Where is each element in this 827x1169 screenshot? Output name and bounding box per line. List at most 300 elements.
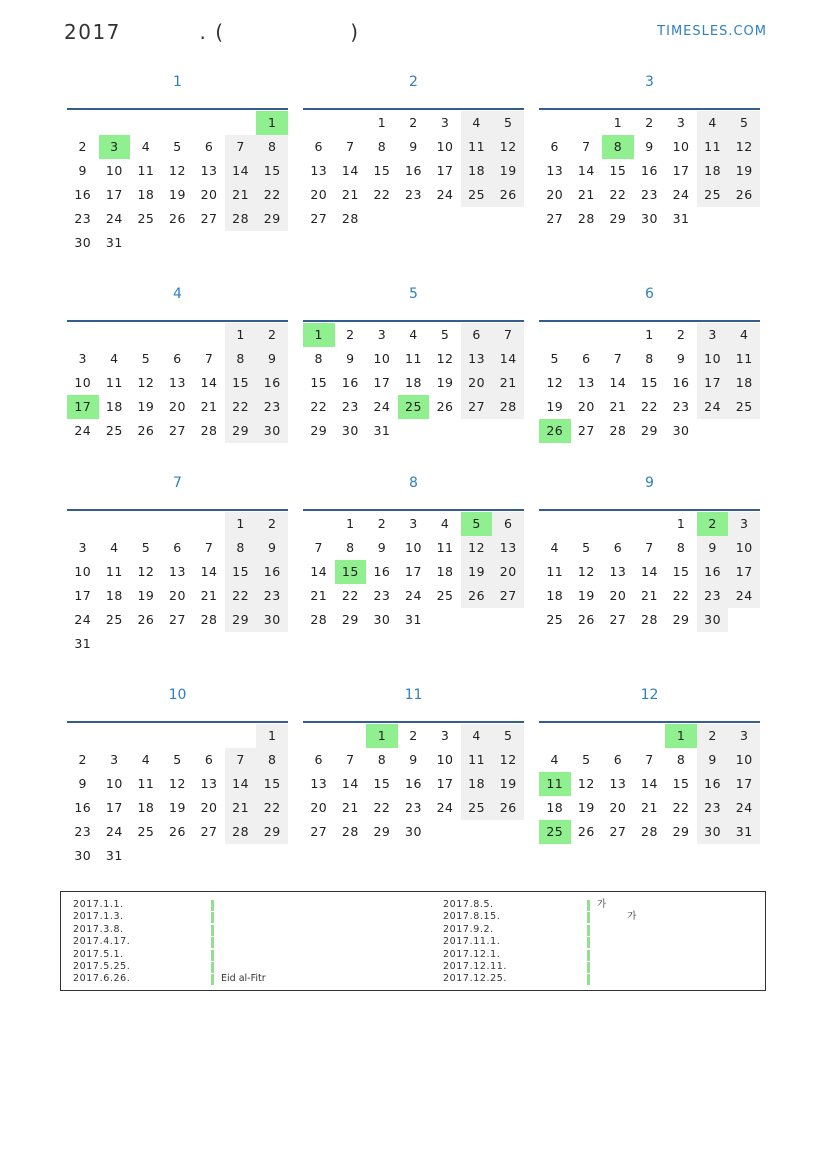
day-cell: 7 — [645, 752, 654, 767]
day-cell: 5 — [582, 540, 591, 555]
holiday-date: 2017.1.1. — [73, 899, 124, 910]
day-cell: 14 — [341, 776, 359, 791]
holiday-date: 2017.12.1. — [443, 948, 501, 960]
month-name: 5 — [409, 286, 418, 302]
day-cell: 11 — [461, 748, 493, 772]
day-cell: 22 — [373, 187, 391, 202]
month-divider — [67, 108, 288, 110]
day-cell: 19 — [577, 800, 595, 815]
day-cell: 7 — [613, 351, 623, 366]
holiday-marker — [587, 925, 590, 936]
day-cell: 18 — [728, 371, 760, 395]
day-cell: 8 — [377, 752, 387, 767]
day-cell: 30 — [74, 235, 92, 250]
day-cell: 23 — [373, 588, 391, 603]
day-cell: 6 — [173, 540, 182, 555]
day-cell: 11 — [105, 564, 123, 579]
day-cell: 3 — [728, 724, 760, 748]
day-cell: 6 — [613, 752, 623, 767]
day-cell: 4 — [728, 323, 760, 347]
holiday-date: 2017.12.11. — [443, 960, 508, 972]
day-cell: 22 — [256, 183, 288, 207]
day-cell: 9 — [256, 347, 288, 371]
day-cell: 24 — [728, 796, 760, 820]
day-cell: 16 — [341, 375, 359, 390]
day-cell: 31 — [373, 423, 391, 438]
day-cell: 9 — [645, 139, 654, 154]
day-cell: 17 — [105, 800, 123, 815]
day-cell: 3 — [110, 752, 119, 767]
day-cell: 2 — [78, 752, 87, 767]
holiday-marker — [587, 962, 590, 973]
holiday-marker — [587, 900, 590, 911]
day-cell: 17 — [728, 772, 760, 796]
day-cell: 18 — [461, 772, 493, 796]
day-cell: 2 — [676, 327, 686, 342]
day-cell: 17 — [436, 776, 454, 791]
month-name: 9 — [645, 475, 654, 491]
day-cell: 11 — [546, 564, 564, 579]
day-cell: 28 — [225, 820, 257, 844]
day-cell: 18 — [137, 800, 155, 815]
day-cell: 20 — [169, 588, 186, 603]
holiday-day-cell: 5 — [461, 512, 493, 536]
day-cell: 25 — [728, 395, 760, 419]
day-cell: 25 — [546, 612, 564, 627]
day-cell: 22 — [225, 584, 257, 608]
month-divider — [67, 320, 288, 322]
day-cell: 12 — [137, 564, 155, 579]
day-cell: 13 — [310, 163, 328, 178]
day-cell: 26 — [169, 211, 186, 226]
day-cell: 8 — [225, 536, 257, 560]
day-cell: 27 — [310, 824, 328, 839]
day-cell: 29 — [256, 207, 288, 231]
day-cell: 20 — [577, 399, 595, 414]
holiday-day-cell: 17 — [67, 395, 99, 419]
day-cell: 5 — [141, 351, 151, 366]
day-cell: 25 — [436, 588, 454, 603]
day-cell: 11 — [105, 375, 123, 390]
day-cell: 24 — [672, 187, 690, 202]
day-cell: 7 — [225, 748, 257, 772]
day-cell: 15 — [310, 375, 328, 390]
holiday-marker — [211, 962, 214, 973]
day-cell: 13 — [546, 163, 564, 178]
day-cell: 31 — [74, 636, 92, 651]
day-cell: 22 — [256, 796, 288, 820]
day-cell: 17 — [405, 564, 422, 579]
day-cell: 25 — [105, 423, 123, 438]
brand-link[interactable]: TIMESLES.COM — [657, 24, 767, 39]
day-cell: 30 — [641, 211, 658, 226]
holiday-date: 2017.11.1. — [443, 936, 501, 948]
holiday-day-cell: 1 — [303, 323, 335, 347]
day-cell: 16 — [74, 187, 92, 202]
day-cell: 16 — [697, 772, 729, 796]
day-cell: 9 — [676, 351, 686, 366]
day-cell: 19 — [169, 187, 186, 202]
day-cell: 4 — [697, 111, 729, 135]
day-cell: 12 — [137, 375, 155, 390]
day-cell: 13 — [200, 776, 218, 791]
day-cell: 12 — [461, 536, 493, 560]
day-cell: 18 — [546, 800, 564, 815]
day-cell: 29 — [341, 612, 359, 627]
month-name: 8 — [409, 475, 418, 491]
holiday-marker — [211, 925, 214, 936]
holiday-date: 2017.5.1. — [73, 948, 124, 960]
day-cell: 8 — [676, 540, 686, 555]
day-cell: 9 — [78, 776, 87, 791]
day-cell: 18 — [105, 399, 123, 414]
day-cell: 9 — [409, 139, 418, 154]
day-cell: 8 — [256, 748, 288, 772]
holiday-marker — [211, 912, 214, 923]
day-cell: 3 — [440, 115, 450, 130]
day-cell: 25 — [461, 796, 493, 820]
day-cell: 14 — [641, 776, 658, 791]
month-name: 7 — [173, 475, 182, 491]
day-cell: 27 — [609, 824, 627, 839]
day-cell: 27 — [492, 584, 524, 608]
day-cell: 3 — [377, 327, 387, 342]
day-cell: 15 — [373, 163, 391, 178]
day-cell: 28 — [200, 612, 218, 627]
day-cell: 19 — [169, 800, 186, 815]
day-cell: 28 — [310, 612, 328, 627]
day-cell: 5 — [173, 752, 182, 767]
holiday-marker — [587, 912, 590, 923]
day-cell: 15 — [225, 560, 257, 584]
day-cell: 4 — [110, 540, 119, 555]
day-cell: 9 — [697, 748, 729, 772]
day-cell: 1 — [645, 327, 654, 342]
day-cell: 21 — [200, 399, 218, 414]
day-cell: 14 — [200, 375, 218, 390]
day-cell: 17 — [672, 163, 690, 178]
day-cell: 16 — [74, 800, 92, 815]
day-cell: 4 — [461, 111, 493, 135]
day-cell: 20 — [546, 187, 564, 202]
day-cell: 4 — [461, 724, 493, 748]
month-divider — [303, 108, 524, 110]
day-cell: 10 — [697, 347, 729, 371]
day-cell: 13 — [310, 776, 328, 791]
day-cell: 3 — [728, 512, 760, 536]
day-cell: 24 — [105, 211, 123, 226]
day-cell: 26 — [577, 824, 595, 839]
day-cell: 3 — [676, 115, 686, 130]
month-name: 4 — [173, 286, 182, 302]
day-cell: 19 — [137, 399, 155, 414]
day-cell: 13 — [461, 347, 493, 371]
day-cell: 24 — [105, 824, 123, 839]
day-cell: 29 — [641, 423, 658, 438]
day-cell: 27 — [577, 423, 595, 438]
day-cell: 22 — [373, 800, 391, 815]
day-cell: 6 — [492, 512, 524, 536]
day-cell: 30 — [697, 608, 729, 632]
day-cell: 14 — [225, 772, 257, 796]
holiday-marker — [587, 937, 590, 948]
day-cell: 6 — [550, 139, 559, 154]
day-cell: 4 — [440, 516, 450, 531]
day-cell: 5 — [492, 111, 524, 135]
holiday-date: 2017.8.5. — [443, 899, 494, 910]
holiday-date: 2017.4.17. — [73, 936, 131, 948]
day-cell: 8 — [256, 135, 288, 159]
holiday-day-cell: 2 — [697, 512, 729, 536]
day-cell: 23 — [405, 800, 422, 815]
day-cell: 1 — [346, 516, 355, 531]
day-cell: 9 — [256, 536, 288, 560]
day-cell: 16 — [256, 371, 288, 395]
day-cell: 24 — [728, 584, 760, 608]
month-divider — [539, 721, 760, 723]
day-cell: 28 — [492, 395, 524, 419]
day-cell: 2 — [409, 728, 418, 743]
day-cell: 31 — [672, 211, 690, 226]
day-cell: 12 — [728, 135, 760, 159]
day-cell: 2 — [256, 323, 288, 347]
day-cell: 8 — [676, 752, 686, 767]
day-cell: 7 — [492, 323, 524, 347]
day-cell: 29 — [225, 608, 257, 632]
day-cell: 12 — [169, 163, 186, 178]
day-cell: 18 — [436, 564, 454, 579]
day-cell: 23 — [341, 399, 359, 414]
holiday-date: 2017.5.25. — [73, 960, 131, 972]
day-cell: 12 — [436, 351, 454, 366]
day-cell: 2 — [645, 115, 654, 130]
day-cell: 16 — [405, 776, 422, 791]
day-cell: 11 — [728, 347, 760, 371]
holiday-day-cell: 3 — [99, 135, 131, 159]
day-cell: 26 — [461, 584, 493, 608]
day-cell: 23 — [672, 399, 690, 414]
day-cell: 25 — [697, 183, 729, 207]
day-cell: 20 — [492, 560, 524, 584]
month-divider — [303, 721, 524, 723]
month-name: 10 — [168, 687, 187, 703]
day-cell: 12 — [546, 375, 564, 390]
day-cell: 17 — [728, 560, 760, 584]
month-divider — [303, 320, 524, 322]
day-cell: 31 — [105, 848, 123, 863]
day-cell: 2 — [78, 139, 87, 154]
day-cell: 12 — [577, 564, 595, 579]
day-cell: 24 — [74, 423, 92, 438]
day-cell: 23 — [641, 187, 658, 202]
day-cell: 16 — [672, 375, 690, 390]
day-cell: 16 — [373, 564, 391, 579]
holiday-name: Eid al-Fitr — [221, 973, 266, 985]
day-cell: 21 — [200, 588, 218, 603]
day-cell: 11 — [461, 135, 493, 159]
day-cell: 30 — [373, 612, 391, 627]
holiday-date: 2017.3.8. — [73, 923, 124, 935]
day-cell: 23 — [697, 796, 729, 820]
day-cell: 26 — [137, 423, 155, 438]
day-cell: 20 — [310, 800, 328, 815]
holiday-marker — [587, 950, 590, 961]
day-cell: 1 — [377, 115, 387, 130]
day-cell: 9 — [78, 163, 87, 178]
day-cell: 2 — [346, 327, 355, 342]
day-cell: 28 — [341, 211, 359, 226]
day-cell: 30 — [697, 820, 729, 844]
holiday-name: 가 — [597, 899, 607, 910]
day-cell: 19 — [546, 399, 564, 414]
day-cell: 10 — [728, 748, 760, 772]
day-cell: 20 — [200, 800, 218, 815]
day-cell: 19 — [492, 772, 524, 796]
day-cell: 7 — [204, 351, 214, 366]
day-cell: 6 — [204, 139, 214, 154]
day-cell: 4 — [550, 540, 559, 555]
day-cell: 26 — [577, 612, 595, 627]
day-cell: 15 — [672, 564, 690, 579]
day-cell: 4 — [110, 351, 119, 366]
day-cell: 13 — [609, 564, 627, 579]
day-cell: 2 — [697, 724, 729, 748]
holiday-marker — [211, 900, 214, 911]
day-cell: 30 — [405, 824, 422, 839]
day-cell: 3 — [409, 516, 418, 531]
day-cell: 15 — [672, 776, 690, 791]
day-cell: 4 — [550, 752, 559, 767]
day-cell: 7 — [582, 139, 591, 154]
day-cell: 2 — [377, 516, 387, 531]
holiday-name: 가 — [597, 911, 637, 923]
month-divider — [539, 108, 760, 110]
day-cell: 21 — [341, 187, 359, 202]
day-cell: 23 — [405, 187, 422, 202]
day-cell: 21 — [341, 800, 359, 815]
day-cell: 19 — [436, 375, 454, 390]
day-cell: 17 — [436, 163, 454, 178]
day-cell: 8 — [645, 351, 654, 366]
day-cell: 13 — [577, 375, 595, 390]
day-cell: 10 — [436, 752, 454, 767]
day-cell: 10 — [436, 139, 454, 154]
day-cell: 30 — [672, 423, 690, 438]
day-cell: 11 — [137, 776, 155, 791]
month-name: 6 — [645, 286, 654, 302]
day-cell: 5 — [728, 111, 760, 135]
day-cell: 20 — [609, 588, 627, 603]
day-cell: 24 — [405, 588, 422, 603]
day-cell: 18 — [546, 588, 564, 603]
day-cell: 24 — [373, 399, 391, 414]
day-cell: 15 — [609, 163, 627, 178]
day-cell: 10 — [405, 540, 422, 555]
day-cell: 28 — [641, 612, 658, 627]
day-cell: 1 — [613, 115, 623, 130]
day-cell: 13 — [169, 564, 186, 579]
day-cell: 21 — [225, 796, 257, 820]
day-cell: 14 — [225, 159, 257, 183]
day-cell: 8 — [346, 540, 355, 555]
day-cell: 8 — [377, 139, 387, 154]
holiday-day-cell: 1 — [665, 724, 697, 748]
day-cell: 31 — [728, 820, 760, 844]
day-cell: 28 — [609, 423, 627, 438]
day-cell: 27 — [310, 211, 328, 226]
day-cell: 26 — [137, 612, 155, 627]
day-cell: 24 — [697, 395, 729, 419]
day-cell: 7 — [645, 540, 654, 555]
day-cell: 26 — [492, 183, 524, 207]
day-cell: 29 — [672, 824, 690, 839]
day-cell: 21 — [641, 588, 658, 603]
day-cell: 12 — [492, 135, 524, 159]
day-cell: 14 — [577, 163, 595, 178]
day-cell: 27 — [609, 612, 627, 627]
day-cell: 27 — [169, 423, 186, 438]
day-cell: 10 — [373, 351, 391, 366]
day-cell: 10 — [105, 163, 123, 178]
day-cell: 29 — [310, 423, 328, 438]
holiday-day-cell: 1 — [256, 111, 288, 135]
day-cell: 14 — [609, 375, 627, 390]
day-cell: 26 — [728, 183, 760, 207]
day-cell: 16 — [256, 560, 288, 584]
holiday-date: 2017.8.15. — [443, 911, 501, 923]
day-cell: 28 — [577, 211, 595, 226]
holiday-day-cell: 8 — [602, 135, 634, 159]
day-cell: 4 — [141, 139, 151, 154]
holiday-legend — [60, 891, 766, 991]
day-cell: 29 — [256, 820, 288, 844]
day-cell: 6 — [314, 139, 323, 154]
month-divider — [539, 509, 760, 511]
day-cell: 10 — [74, 564, 92, 579]
day-cell: 30 — [74, 848, 92, 863]
day-cell: 29 — [373, 824, 391, 839]
day-cell: 30 — [341, 423, 359, 438]
day-cell: 23 — [697, 584, 729, 608]
day-cell: 15 — [641, 375, 658, 390]
day-cell: 29 — [225, 419, 257, 443]
holiday-day-cell: 25 — [398, 395, 430, 419]
day-cell: 17 — [697, 371, 729, 395]
day-cell: 21 — [577, 187, 595, 202]
day-cell: 26 — [492, 796, 524, 820]
day-cell: 11 — [137, 163, 155, 178]
day-cell: 19 — [461, 560, 493, 584]
day-cell: 3 — [440, 728, 450, 743]
day-cell: 28 — [341, 824, 359, 839]
day-cell: 21 — [492, 371, 524, 395]
day-cell: 12 — [169, 776, 186, 791]
day-cell: 16 — [405, 163, 422, 178]
day-cell: 7 — [314, 540, 323, 555]
day-cell: 22 — [310, 399, 328, 414]
day-cell: 9 — [346, 351, 355, 366]
day-cell: 19 — [137, 588, 155, 603]
day-cell: 22 — [672, 800, 690, 815]
day-cell: 3 — [78, 351, 87, 366]
day-cell: 14 — [310, 564, 328, 579]
day-cell: 25 — [461, 183, 493, 207]
holiday-day-cell: 11 — [539, 772, 571, 796]
day-cell: 31 — [105, 235, 123, 250]
day-cell: 27 — [200, 211, 218, 226]
day-cell: 14 — [641, 564, 658, 579]
day-cell: 1 — [225, 512, 257, 536]
